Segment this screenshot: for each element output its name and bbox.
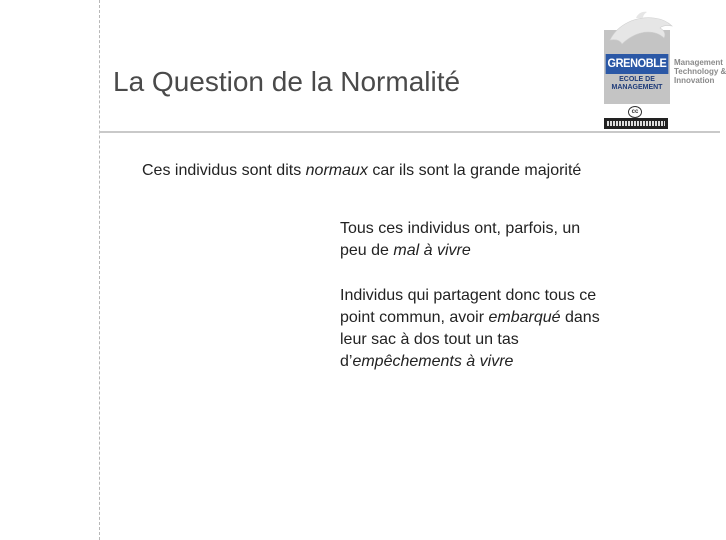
logo-tagline [674,58,724,85]
para3-line-3: leur sac à dos tout un tas [340,331,519,348]
statement-normal-after: car ils sont la grande majorité [367,162,582,179]
para3-line-2-emphasis: embarqué [488,309,561,326]
statement-normal [142,162,581,180]
creative-commons-badge[interactable] [604,106,666,128]
logo-tag-line-1: Management [674,58,723,67]
para3-line-2 [340,307,670,329]
statement-normal-emphasis: normaux [305,162,368,179]
para2-line-2-before: peu de [340,242,394,259]
logo-name: GRENOBLE [606,54,669,74]
logo-sub-line-1: ECOLE DE [619,76,655,83]
license-bar [604,118,668,129]
para3-line-2-before: point commun, avoir [340,309,489,326]
left-guide-line [99,0,100,540]
title-divider [99,131,720,133]
paragraph-empechements [340,285,670,373]
slide-title: La Question de la Normalité [113,66,461,97]
para2-line-1: Tous ces individus ont, parfois, un [340,220,581,237]
creative-commons-icon: cc [628,106,642,118]
logo-subtitle [606,76,668,92]
dolphin-icon [606,10,676,50]
para2-line-2-emphasis: mal à vivre [393,242,471,259]
paragraph-mal-a-vivre [340,218,670,262]
para3-line-2-after: dans [560,309,600,326]
license-bar-pattern [607,121,665,126]
para2-line-2 [340,240,670,262]
para3-line-4-before: d’ [340,353,353,370]
logo-tag-line-2: Technology & [674,67,726,76]
para3-line-4-emphasis: empêchements à vivre [352,353,514,370]
logo-sub-line-2: MANAGEMENT [611,84,663,91]
para3-line-4 [340,351,670,373]
para3-line-1: Individus qui partagent donc tous ce [340,287,597,304]
logo-tag-line-3: Innovation [674,76,715,85]
statement-normal-before: Ces individus sont dits [142,162,306,179]
